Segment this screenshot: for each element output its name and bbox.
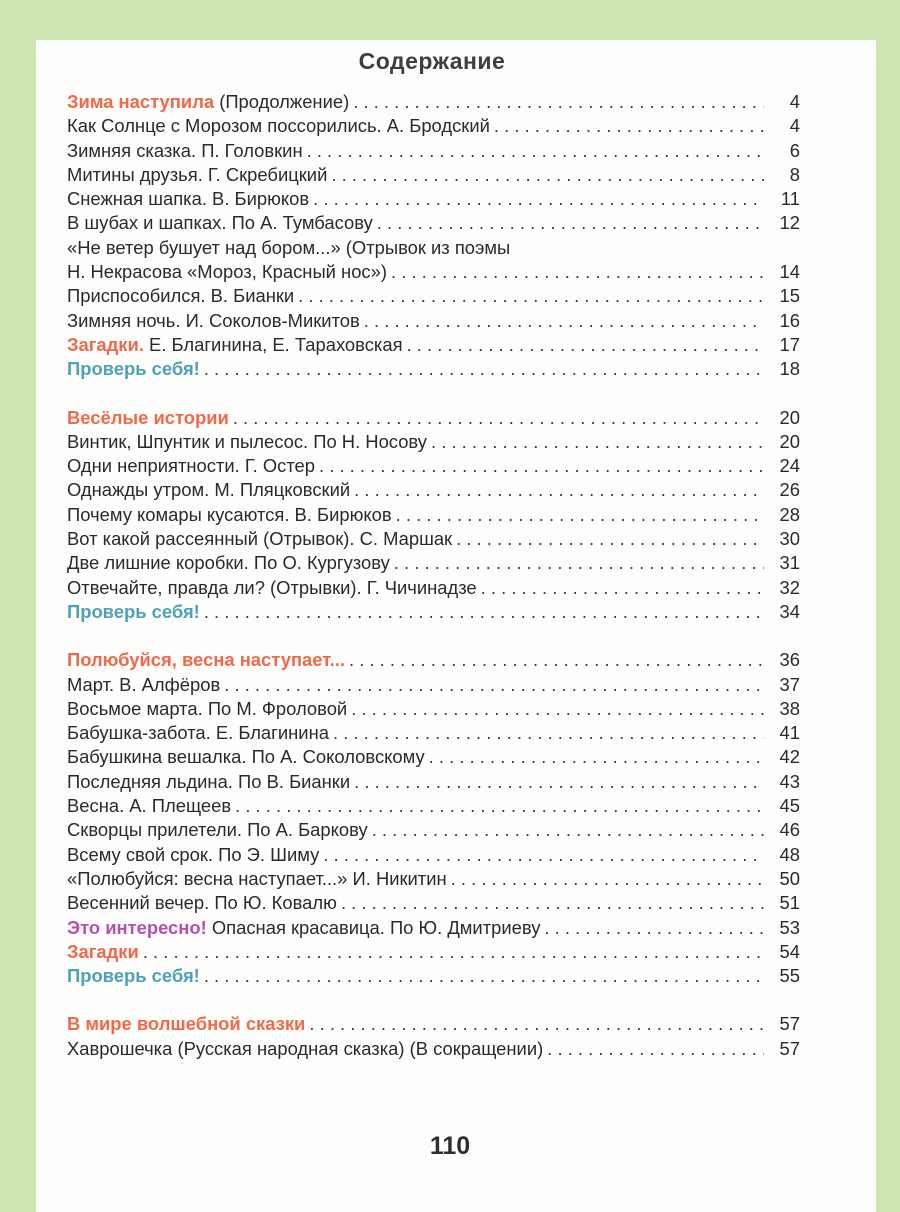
- toc-entry-title: [67, 964, 200, 988]
- toc-page-number: 8: [789, 163, 800, 185]
- toc-entry-text: Вот какой рассеянный (Отрывок). С. Маршак: [67, 528, 453, 550]
- toc-entry[interactable]: [67, 891, 800, 915]
- toc-entry[interactable]: [67, 1012, 800, 1036]
- toc-entry-text: Последняя льдина. По В. Бианки: [67, 770, 351, 792]
- toc-entry-title: [67, 90, 349, 114]
- table-of-contents: [67, 90, 800, 1061]
- dot-leader: [319, 454, 764, 478]
- dot-leader: [298, 284, 764, 308]
- toc-entry-text: Март. В. Алфёров: [67, 673, 221, 695]
- toc-entry[interactable]: [67, 1037, 800, 1061]
- dot-leader: [341, 891, 764, 915]
- dot-leader: [494, 114, 764, 138]
- toc-page-number: 14: [779, 261, 800, 283]
- toc-heading: Проверь себя!: [67, 965, 200, 987]
- toc-page-number: 28: [779, 503, 800, 525]
- toc-entry-text: Зимняя ночь. И. Соколов-Микитов: [67, 309, 360, 331]
- dot-leader: [394, 551, 764, 575]
- toc-entry[interactable]: [67, 260, 800, 284]
- toc-page-number: 41: [779, 722, 800, 744]
- toc-entry-text: Весенний вечер. По Ю. Ковалю: [67, 892, 337, 914]
- toc-page-number: 53: [779, 916, 800, 938]
- dot-leader: [407, 333, 764, 357]
- toc-entry-text: Е. Благинина, Е. Тараховская: [143, 333, 403, 355]
- toc-entry-title: [67, 1037, 543, 1061]
- toc-page-number: 24: [779, 455, 800, 477]
- toc-page-number: 51: [779, 892, 800, 914]
- toc-entry[interactable]: [67, 697, 800, 721]
- dot-leader: [143, 940, 764, 964]
- toc-entry[interactable]: [67, 211, 800, 235]
- toc-entry-text: Одни неприятности. Г. Остер: [67, 455, 315, 477]
- toc-entry-title: [67, 721, 329, 745]
- toc-entry-text: Однажды утром. М. Пляцковский: [67, 479, 351, 501]
- toc-entry[interactable]: [67, 916, 800, 940]
- toc-entry-title: [67, 940, 139, 964]
- page-number: 110: [429, 1132, 471, 1160]
- toc-page-number: 30: [779, 528, 800, 550]
- toc-page-number: 38: [779, 697, 800, 719]
- toc-entry[interactable]: [67, 406, 800, 430]
- toc-entry-text: (Продолжение): [214, 91, 350, 112]
- dot-leader: [224, 673, 764, 697]
- toc-page-number: 50: [779, 867, 800, 889]
- toc-page-number: 42: [779, 746, 800, 768]
- toc-entry[interactable]: [67, 721, 800, 745]
- toc-page-number: 11: [780, 188, 800, 210]
- toc-entry[interactable]: [67, 551, 800, 575]
- toc-entry-title: [67, 139, 303, 163]
- toc-entry-text: Всему свой срок. По Э. Шиму: [67, 843, 320, 865]
- toc-entry-text: Бабушка-забота. Е. Благинина: [67, 722, 329, 744]
- toc-entry-title: [67, 673, 220, 697]
- toc-entry[interactable]: [67, 940, 800, 964]
- toc-entry-title: [67, 770, 350, 794]
- dot-leader: [481, 576, 764, 600]
- toc-entry[interactable]: [67, 454, 800, 478]
- toc-entry-text: Приспособился. В. Бианки: [67, 285, 295, 307]
- toc-entry[interactable]: [67, 648, 800, 672]
- dot-leader: [204, 600, 764, 624]
- toc-page-number: 15: [779, 285, 800, 307]
- toc-entry-title: [67, 576, 477, 600]
- toc-page-number: 37: [779, 673, 800, 695]
- toc-entry[interactable]: [67, 818, 800, 842]
- toc-page-number: 18: [779, 358, 800, 380]
- toc-entry[interactable]: [67, 867, 800, 891]
- dot-leader: [204, 964, 764, 988]
- toc-entry[interactable]: [67, 90, 800, 114]
- dot-leader: [544, 916, 764, 940]
- toc-entry-title: [67, 260, 387, 284]
- dot-leader: [372, 818, 764, 842]
- toc-page-number: 4: [789, 115, 800, 137]
- toc-entry-title: [67, 1012, 305, 1036]
- toc-entry[interactable]: [67, 576, 800, 600]
- toc-page-number: 26: [779, 479, 800, 501]
- toc-page-number: 34: [779, 600, 800, 622]
- toc-entry-text: Опасная красавица. По Ю. Дмитриеву: [206, 916, 541, 938]
- toc-entry-title: [67, 503, 392, 527]
- toc-page-number: 12: [779, 212, 800, 234]
- toc-entry[interactable]: [67, 745, 800, 769]
- dot-leader: [313, 187, 764, 211]
- toc-entry-title: [67, 236, 510, 260]
- toc-entry[interactable]: [67, 673, 800, 697]
- toc-page-number: 16: [779, 309, 800, 331]
- toc-entry[interactable]: [67, 139, 800, 163]
- toc-entry[interactable]: [67, 236, 800, 260]
- toc-page-number: 20: [779, 406, 800, 428]
- dot-leader: [431, 430, 764, 454]
- dot-leader: [349, 648, 764, 672]
- toc-entry-text: Как Солнце с Морозом поссорились. А. Бродский: [67, 115, 490, 137]
- dot-leader: [456, 527, 764, 551]
- toc-entry[interactable]: [67, 600, 800, 624]
- toc-entry[interactable]: [67, 430, 800, 454]
- toc-page-number: 43: [779, 770, 800, 792]
- toc-heading: Полюбуйся, весна наступает...: [67, 649, 345, 671]
- dot-leader: [323, 843, 764, 867]
- toc-entry-text: Снежная шапка. В. Бирюков: [67, 188, 310, 210]
- section-gap: [67, 624, 800, 648]
- dot-leader: [547, 1037, 764, 1061]
- toc-entry-title: [67, 284, 294, 308]
- toc-entry[interactable]: [67, 284, 800, 308]
- toc-page-number: 31: [779, 552, 800, 574]
- toc-heading: Проверь себя!: [67, 358, 200, 380]
- toc-entry[interactable]: [67, 114, 800, 138]
- toc-entry[interactable]: [67, 357, 800, 381]
- dot-leader: [353, 90, 764, 114]
- toc-page-number: 4: [789, 91, 800, 112]
- dot-leader: [377, 211, 764, 235]
- dot-leader: [354, 770, 764, 794]
- toc-entry-title: [67, 600, 200, 624]
- toc-entry-title: [67, 309, 360, 333]
- toc-entry[interactable]: [67, 309, 800, 333]
- dot-leader: [351, 697, 764, 721]
- toc-page-number: 54: [779, 940, 800, 962]
- toc-page-number: 57: [779, 1013, 800, 1035]
- toc-entry-title: [67, 843, 319, 867]
- toc-entry-title: [67, 114, 490, 138]
- toc-entry-text: Восьмое марта. По М. Фроловой: [67, 697, 348, 719]
- toc-entry-title: [67, 406, 229, 430]
- toc-heading: Зима наступила: [67, 91, 215, 112]
- toc-entry-text: «Полюбуйся: весна наступает...» И. Никитин: [67, 867, 447, 889]
- toc-page-number: 6: [789, 139, 800, 161]
- toc-entry-title: [67, 527, 452, 551]
- toc-entry-title: [67, 454, 315, 478]
- toc-entry-text: Митины друзья. Г. Скребицкий: [67, 163, 328, 185]
- toc-entry-title: [67, 478, 350, 502]
- toc-entry-title: [67, 551, 390, 575]
- dot-leader: [429, 745, 764, 769]
- toc-entry-text: Две лишние коробки. По О. Кургузову: [67, 552, 390, 574]
- toc-entry-title: [67, 648, 345, 672]
- dot-leader: [233, 406, 764, 430]
- toc-entry-title: [67, 187, 309, 211]
- dot-leader: [307, 139, 764, 163]
- toc-page-number: 55: [779, 965, 800, 987]
- toc-entry-text: Зимняя сказка. П. Головкин: [67, 139, 303, 161]
- toc-entry-title: [67, 430, 427, 454]
- toc-entry-title: [67, 357, 200, 381]
- dot-leader: [331, 163, 764, 187]
- toc-page-number: 57: [779, 1037, 800, 1059]
- toc-heading: Загадки.: [67, 333, 144, 355]
- dot-leader: [309, 1012, 764, 1036]
- section-gap: [67, 988, 800, 1012]
- toc-entry[interactable]: [67, 503, 800, 527]
- dot-leader: [391, 260, 764, 284]
- toc-page-number: 17: [779, 333, 800, 355]
- toc-page-number: 20: [779, 430, 800, 452]
- toc-entry-title: [67, 163, 327, 187]
- toc-entry-text: Хаврошечка (Русская народная сказка) (В сокращении): [67, 1037, 544, 1059]
- toc-entry-text: Скворцы прилетели. По А. Баркову: [67, 819, 368, 841]
- toc-entry[interactable]: [67, 478, 800, 502]
- toc-entry-title: [67, 697, 347, 721]
- toc-entry-title: [67, 867, 447, 891]
- toc-entry-title: [67, 891, 337, 915]
- toc-heading: В мире волшебной сказки: [67, 1013, 306, 1035]
- toc-entry[interactable]: [67, 964, 800, 988]
- toc-entry-text: Бабушкина вешалка. По А. Соколовскому: [67, 746, 425, 768]
- dot-leader: [396, 503, 764, 527]
- toc-page-number: 45: [779, 795, 800, 817]
- dot-leader: [354, 478, 764, 502]
- toc-page-number: 36: [779, 649, 800, 671]
- toc-entry-title: [67, 333, 403, 357]
- toc-entry-text: Отвечайте, правда ли? (Отрывки). Г. Чичинадзе: [67, 576, 477, 598]
- toc-entry-title: [67, 211, 373, 235]
- toc-heading: Весёлые истории: [67, 406, 229, 428]
- toc-page-number: 48: [779, 843, 800, 865]
- toc-entry-title: [67, 745, 425, 769]
- section-gap: [67, 382, 800, 406]
- toc-entry-text: «Не ветер бушует над бором...» (Отрывок из поэмы: [67, 236, 511, 258]
- toc-entry[interactable]: [67, 794, 800, 818]
- dot-leader: [333, 721, 764, 745]
- toc-entry-title: [67, 916, 540, 940]
- toc-heading: Это интересно!: [67, 916, 207, 938]
- toc-entry-title: [67, 818, 368, 842]
- dot-leader: [364, 309, 764, 333]
- toc-entry-text: Весна. А. Плещеев: [67, 795, 232, 817]
- toc-page-number: 46: [779, 819, 800, 841]
- toc-entry-text: Почему комары кусаются. В. Бирюков: [67, 503, 392, 525]
- dot-leader: [235, 794, 764, 818]
- page-title: Содержание: [358, 48, 506, 74]
- toc-entry-title: [67, 794, 231, 818]
- toc-heading: Проверь себя!: [67, 600, 200, 622]
- toc-entry[interactable]: [67, 333, 800, 357]
- dot-leader: [451, 867, 764, 891]
- toc-entry[interactable]: [67, 187, 800, 211]
- toc-entry[interactable]: [67, 527, 800, 551]
- toc-entry-text: В шубах и шапках. По А. Тумбасову: [67, 212, 373, 234]
- toc-page-number: 32: [779, 576, 800, 598]
- toc-entry[interactable]: [67, 843, 800, 867]
- toc-entry[interactable]: [67, 163, 800, 187]
- dot-leader: [204, 357, 764, 381]
- toc-entry-text: Н. Некрасова «Мороз, Красный нос»): [67, 261, 387, 283]
- toc-entry-text: Винтик, Шпунтик и пылесос. По Н. Носову: [67, 430, 427, 452]
- toc-entry[interactable]: [67, 770, 800, 794]
- toc-heading: Загадки: [67, 940, 139, 962]
